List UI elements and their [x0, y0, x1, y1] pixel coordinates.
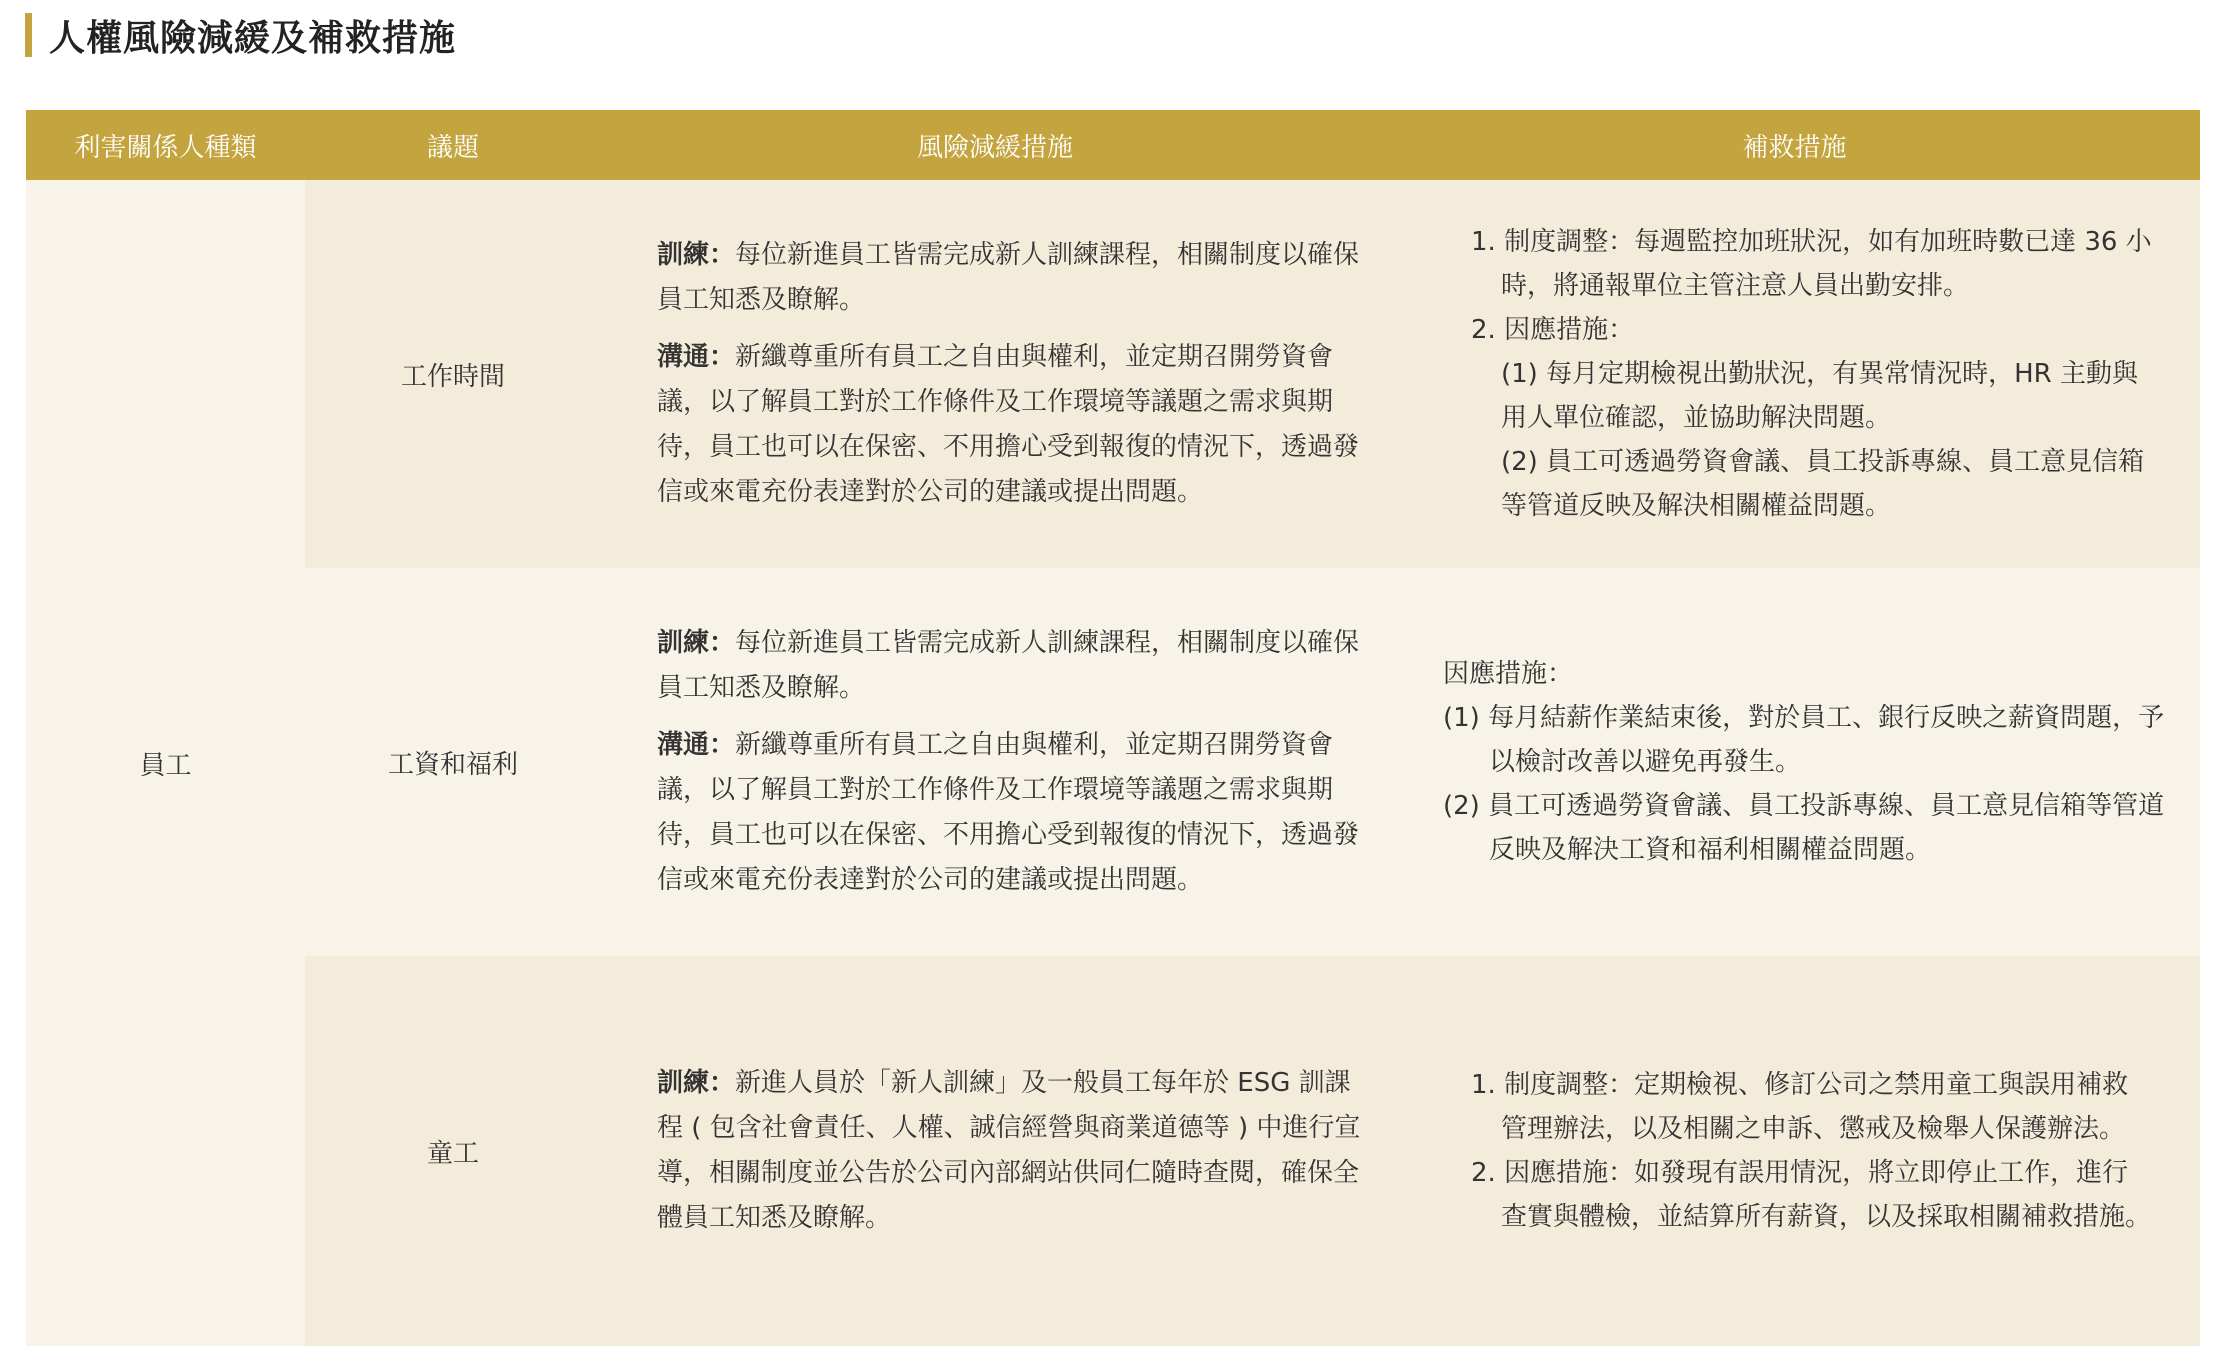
- remedy-line: (2) 員工可透過勞資會議、員工投訴專線、員工意見信箱: [1501, 447, 2145, 477]
- remedy-line: 2. 因應措施：: [1471, 315, 1635, 345]
- remedy-line: 1. 制度調整：定期檢視、修訂公司之禁用童工與誤用補救: [1471, 1070, 2129, 1100]
- table-header-row: [26, 110, 2200, 180]
- mitigation-cell: [601, 568, 1389, 956]
- page-title: 人權風險減緩及補救措施: [49, 17, 457, 59]
- remedy-line: (1) 每月結薪作業結束後，對於員工、銀行反映之薪資問題，予以檢討改善以避免再發生。: [1443, 703, 2165, 777]
- remedy-line: 等管道反映及解決相關權益問題。: [1501, 491, 1892, 521]
- remedy-line: 時，將通報單位主管注意人員出勤安排。: [1501, 271, 1970, 301]
- remedy-cell: [1389, 568, 2200, 956]
- topic-cell: 童工: [305, 956, 601, 1346]
- header-mitigation: 風險減緩措施: [601, 110, 1389, 180]
- header-stakeholder: 利害關係人種類: [26, 110, 305, 180]
- title-accent-bar: [25, 13, 32, 57]
- remedy-line: 1. 制度調整：每週監控加班狀況，如有加班時數已達 36 小: [1471, 227, 2152, 257]
- mitigation-item: 溝通：新纖尊重所有員工之自由與權利，並定期召開勞資會議，以了解員工對於工作條件及工作環境等議題之需求與期待，員工也可以在保密、不用擔心受到報復的情況下，透過發信或來電充份表達對於公司的建議或提出問題。: [657, 730, 1360, 895]
- remedy-line: 2. 因應措施：如發現有誤用情況，將立即停止工作，進行: [1471, 1158, 2129, 1188]
- remedy-line: 管理辦法，以及相關之申訴、懲戒及檢舉人保護辦法。: [1501, 1114, 2126, 1144]
- remedy-cell: [1389, 956, 2200, 1346]
- remedy-line: (1) 每月定期檢視出勤狀況，有異常情況時，HR 主動與: [1501, 359, 2138, 389]
- mitigation-item: 訓練：每位新進員工皆需完成新人訓練課程，相關制度以確保員工知悉及瞭解。: [657, 628, 1360, 703]
- table-row: [26, 956, 2200, 1346]
- topic-cell: 工作時間: [305, 180, 601, 568]
- remedy-line: 用人單位確認，並協助解決問題。: [1501, 403, 1892, 433]
- header-topic: 議題: [305, 110, 601, 180]
- mitigation-item: 訓練：新進人員於「新人訓練」及一般員工每年於 ESG 訓課程 ( 包含社會責任、人權、誠信經營與商業道德等 ) 中進行宣導，相關制度並公告於公司內部網站供同仁隨時查閱，確保全體員工知悉及瞭解。: [657, 1068, 1361, 1233]
- mitigation-cell: [601, 956, 1389, 1346]
- stakeholder-cell: 員工: [26, 180, 305, 1346]
- table-row: [26, 180, 2200, 568]
- mitigation-item: 溝通：新纖尊重所有員工之自由與權利，並定期召開勞資會議，以了解員工對於工作條件及工作環境等議題之需求與期待，員工也可以在保密、不用擔心受到報復的情況下，透過發信或來電充份表達對於公司的建議或提出問題。: [657, 342, 1360, 507]
- topic-cell: 工資和福利: [305, 568, 601, 956]
- section-title: [25, 10, 456, 60]
- mitigation-cell: [601, 180, 1389, 568]
- remedy-line: (2) 員工可透過勞資會議、員工投訴專線、員工意見信箱等管道反映及解決工資和福利相關權益問題。: [1443, 791, 2165, 865]
- header-remedy: 補救措施: [1389, 110, 2200, 180]
- remedy-cell: [1389, 180, 2200, 568]
- human-rights-table: [26, 110, 2200, 1346]
- mitigation-item: 訓練：每位新進員工皆需完成新人訓練課程，相關制度以確保員工知悉及瞭解。: [657, 240, 1360, 315]
- remedy-line: 查實與體檢，並結算所有薪資，以及採取相關補救措施。: [1501, 1202, 2152, 1232]
- table-row: [26, 568, 2200, 956]
- remedy-line: 因應措施：: [1443, 659, 1574, 689]
